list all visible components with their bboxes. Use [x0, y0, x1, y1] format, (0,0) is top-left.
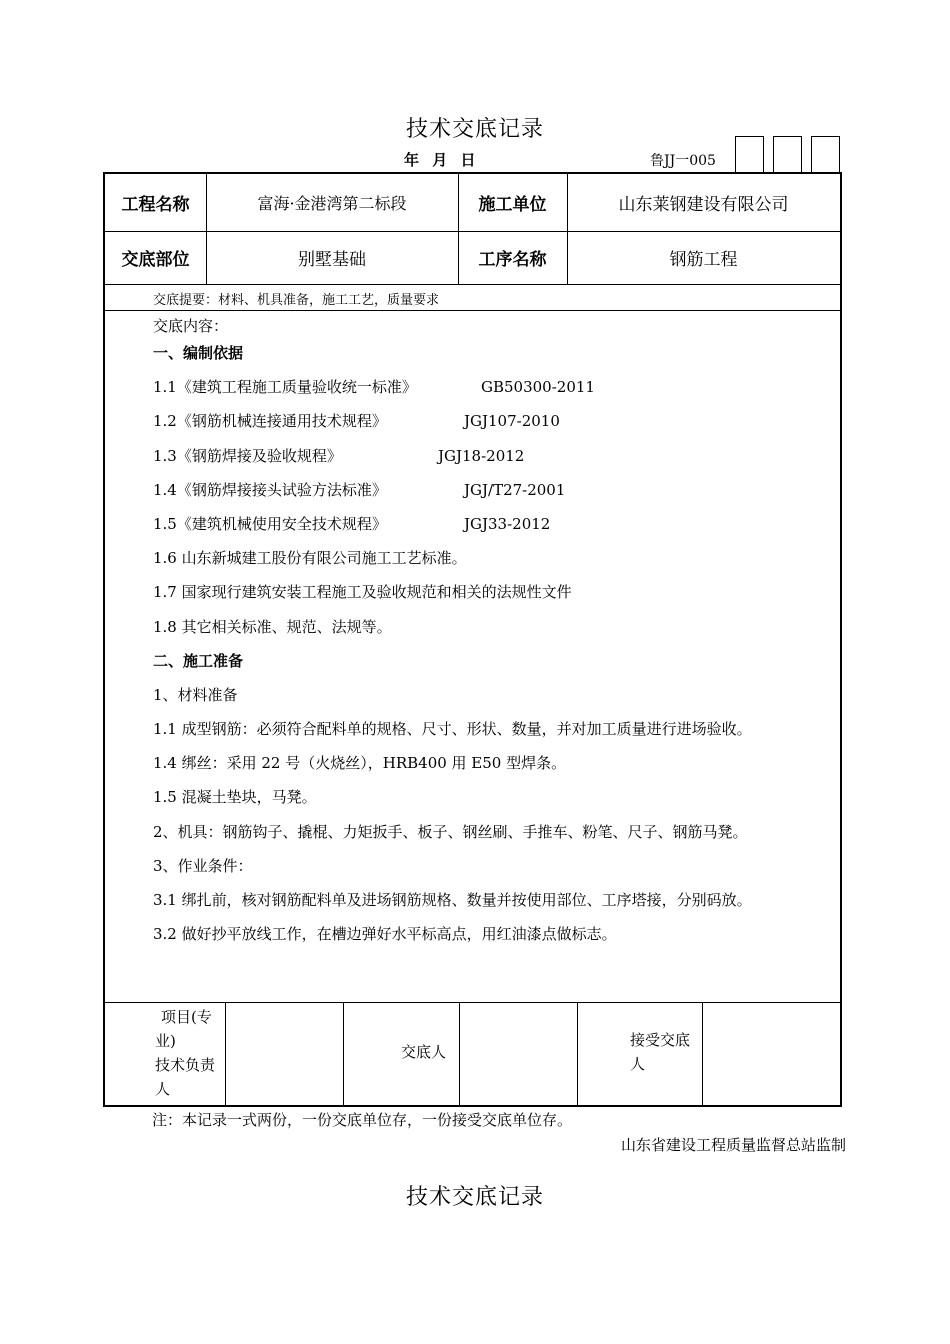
project-name-value: 富海·金港湾第二标段 [257, 194, 407, 213]
list-item [153, 377, 833, 411]
list-item: 3.2 做好抄平放线工作，在槽边弹好水平标高点，用红油漆点做标志。 [153, 925, 617, 944]
receiver-signature[interactable] [707, 1005, 837, 1101]
standard-title: 1.2《钢筋机械连接通用技术规程》 [153, 412, 387, 431]
list-item: 2、机具：钢筋钩子、撬棍、力矩扳手、板子、钢丝刷、手推车、粉笔、尺子、钢筋马凳。 [153, 822, 748, 841]
disclosure-part-value: 别墅基础 [298, 250, 366, 270]
process-name-label: 工序名称 [478, 250, 547, 270]
date-line: 年 月 日 [404, 151, 476, 169]
disclosure-part-label: 交底部位 [121, 250, 190, 270]
col-divider [459, 1002, 460, 1105]
code-box-3 [811, 136, 840, 173]
col-divider [343, 1002, 344, 1105]
content-intro: 交底内容： [153, 317, 229, 335]
col-divider [702, 1002, 703, 1105]
col-divider [225, 1002, 226, 1105]
standard-code: JGJ107-2010 [464, 412, 560, 431]
footer-note: 注：本记录一式两份，一份交底单位存，一份接受交底单位存。 [152, 1111, 573, 1129]
list-item: 1.1 成型钢筋：必须符合配料单的规格、尺寸、形状、数量，并对加工质量进行进场验收。 [153, 720, 752, 739]
section-heading: 二、施工准备 [153, 651, 244, 670]
list-item: 1.5 混凝土垫块，马凳。 [153, 788, 317, 807]
project-tech-leader-label: 项目(专 业) 技术负责 人 [155, 1008, 216, 1098]
disclosure-summary: 交底提要：材料、机具准备，施工工艺，质量要求 [153, 293, 440, 308]
list-item [153, 514, 833, 548]
standard-code: JGJ33-2012 [464, 514, 551, 533]
row-divider [105, 1002, 840, 1003]
section-heading: 一、编制依据 [153, 344, 244, 362]
col-divider [577, 1002, 578, 1105]
list-item: 1.7 国家现行建筑安装工程施工及验收规范和相关的法规性文件 [153, 583, 572, 602]
record-table [103, 172, 842, 1107]
standard-code: JGJ18-2012 [438, 446, 525, 465]
standard-title: 1.5《建筑机械使用安全技术规程》 [153, 514, 387, 533]
standard-title: 1.4《钢筋焊接接头试验方法标准》 [153, 480, 387, 499]
list-item [153, 446, 833, 480]
standard-title: 1.3《钢筋焊接及验收规程》 [153, 446, 342, 465]
presenter-label: 交底人 [401, 1043, 447, 1061]
form-code: 鲁JJ一005 [650, 153, 716, 169]
process-name-value: 钢筋工程 [669, 250, 738, 270]
standard-code: GB50300-2011 [481, 378, 595, 397]
standard-code: JGJ/T27-2001 [464, 480, 566, 499]
list-item [153, 411, 833, 445]
code-box-2 [773, 136, 802, 173]
row-divider [105, 284, 840, 285]
disclosure-content [153, 316, 833, 958]
list-item [153, 480, 833, 514]
list-item: 3.1 绑扎前，核对钢筋配料单及进场钢筋规格、数量并按使用部位、工序塔接，分别码放。 [153, 891, 752, 909]
list-item: 1、材料准备 [153, 685, 238, 704]
list-item: 1.4 绑丝：采用 22 号（火烧丝），HRB400 用 E50 型焊条。 [153, 754, 567, 773]
contractor-label: 施工单位 [478, 195, 547, 215]
project-tech-leader-signature[interactable] [231, 1005, 341, 1101]
next-page-title: 技术交底记录 [405, 1185, 544, 1210]
page-title: 技术交底记录 [405, 117, 544, 142]
code-box-1 [735, 136, 764, 173]
issuer-note: 山东省建设工程质量监督总站监制 [620, 1136, 846, 1154]
row-divider [105, 310, 840, 311]
presenter-signature[interactable] [464, 1005, 574, 1101]
list-item: 1.6 山东新城建工股份有限公司施工工艺标准。 [153, 549, 467, 568]
standard-title: 1.1《建筑工程施工质量验收统一标准》 [153, 378, 417, 397]
list-item: 1.8 其它相关标准、规范、法规等。 [153, 617, 392, 636]
receiver-label: 接受交底 人 [630, 1031, 691, 1073]
project-name-label: 工程名称 [121, 195, 190, 215]
contractor-value: 山东莱钢建设有限公司 [618, 195, 789, 215]
list-item: 3、作业条件： [153, 856, 253, 875]
